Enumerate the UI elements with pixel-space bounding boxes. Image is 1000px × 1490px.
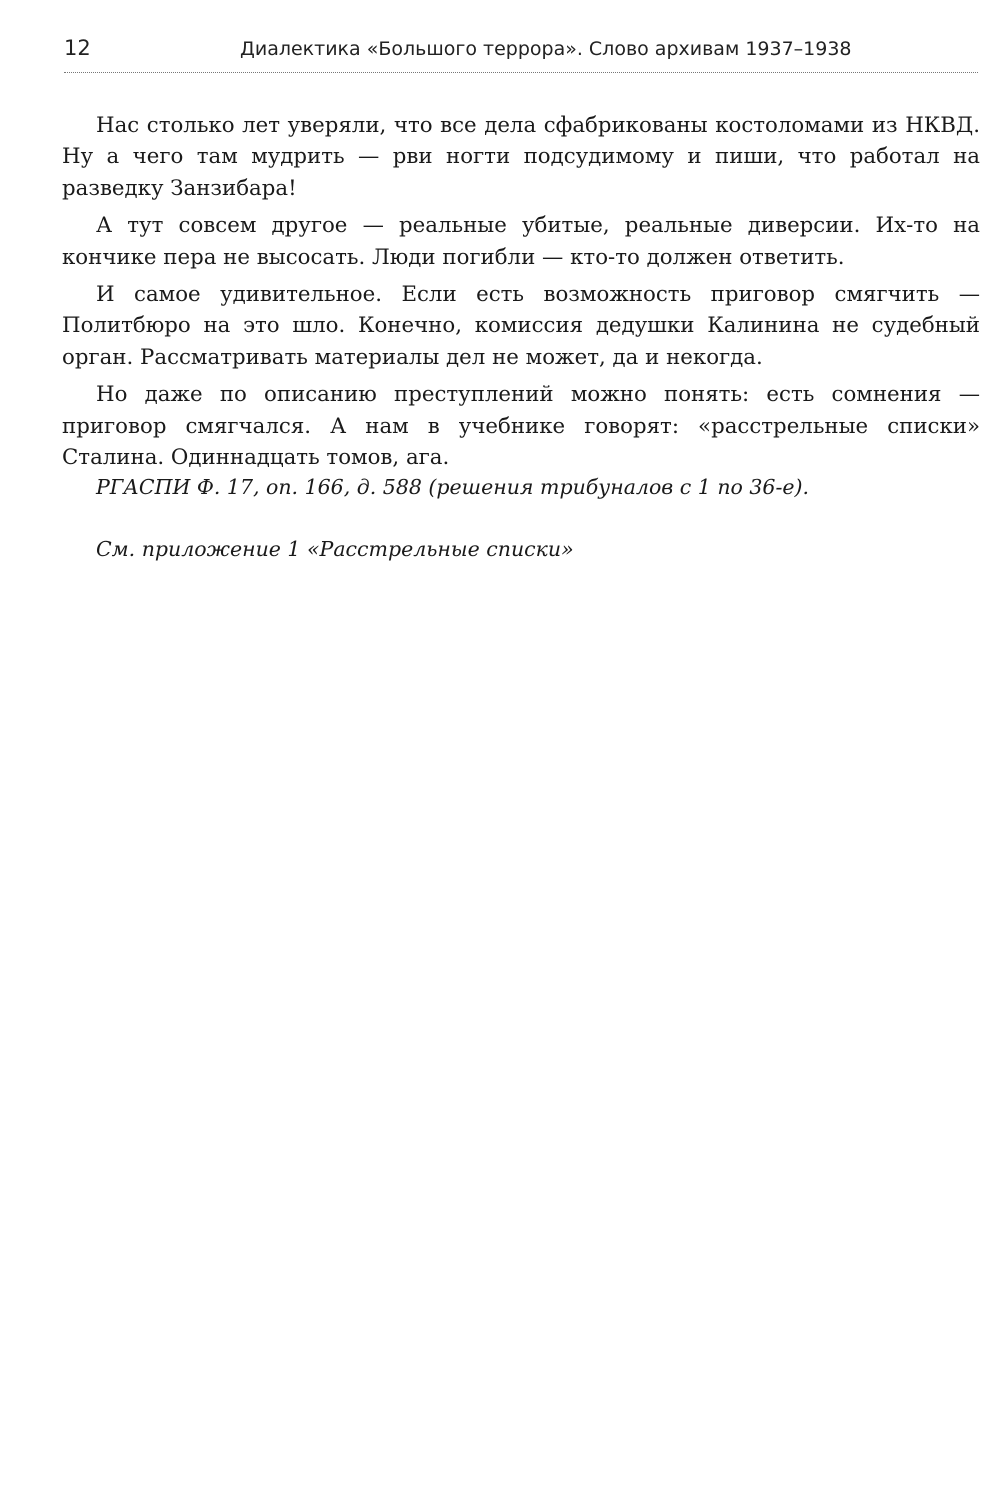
body-text bbox=[62, 110, 980, 479]
appendix-reference: См. приложение 1 «Расстрельные списки» bbox=[96, 537, 574, 561]
running-title: Диалектика «Большого террора». Слово архивам 1937–1938 bbox=[240, 38, 852, 60]
source-reference: РГАСПИ Ф. 17, оп. 166, д. 588 (решения трибуналов с 1 по 36-е). bbox=[96, 475, 810, 499]
paragraph-3: И самое удивительное. Если есть возможность приговор смягчить — Политбюро на это шло. Конечно, комиссия дедушки Калинина не судебный орган. Рассматривать материалы дел не может, да и некогда. bbox=[62, 282, 980, 370]
paragraph-2: А тут совсем другое — реальные убитые, реальные диверсии. Их-то на кончике пера не высосать. Люди погибли — кто-то должен ответить. bbox=[62, 213, 980, 270]
page-header bbox=[64, 36, 978, 73]
paragraph-4: Но даже по описанию преступлений можно понять: есть сомнения — приговор смягчался. А нам в учебнике говорят: «расстрельные списки» Сталина. Одиннадцать томов, ага. bbox=[62, 382, 980, 471]
paragraph-1: Нас столько лет уверяли, что все дела сфабрикованы костоломами из НКВД. Ну а чего там мудрить — рви ногти подсудимому и пиши, что работал на разведку Занзибара! bbox=[62, 113, 980, 201]
page-number: 12 bbox=[64, 36, 91, 60]
